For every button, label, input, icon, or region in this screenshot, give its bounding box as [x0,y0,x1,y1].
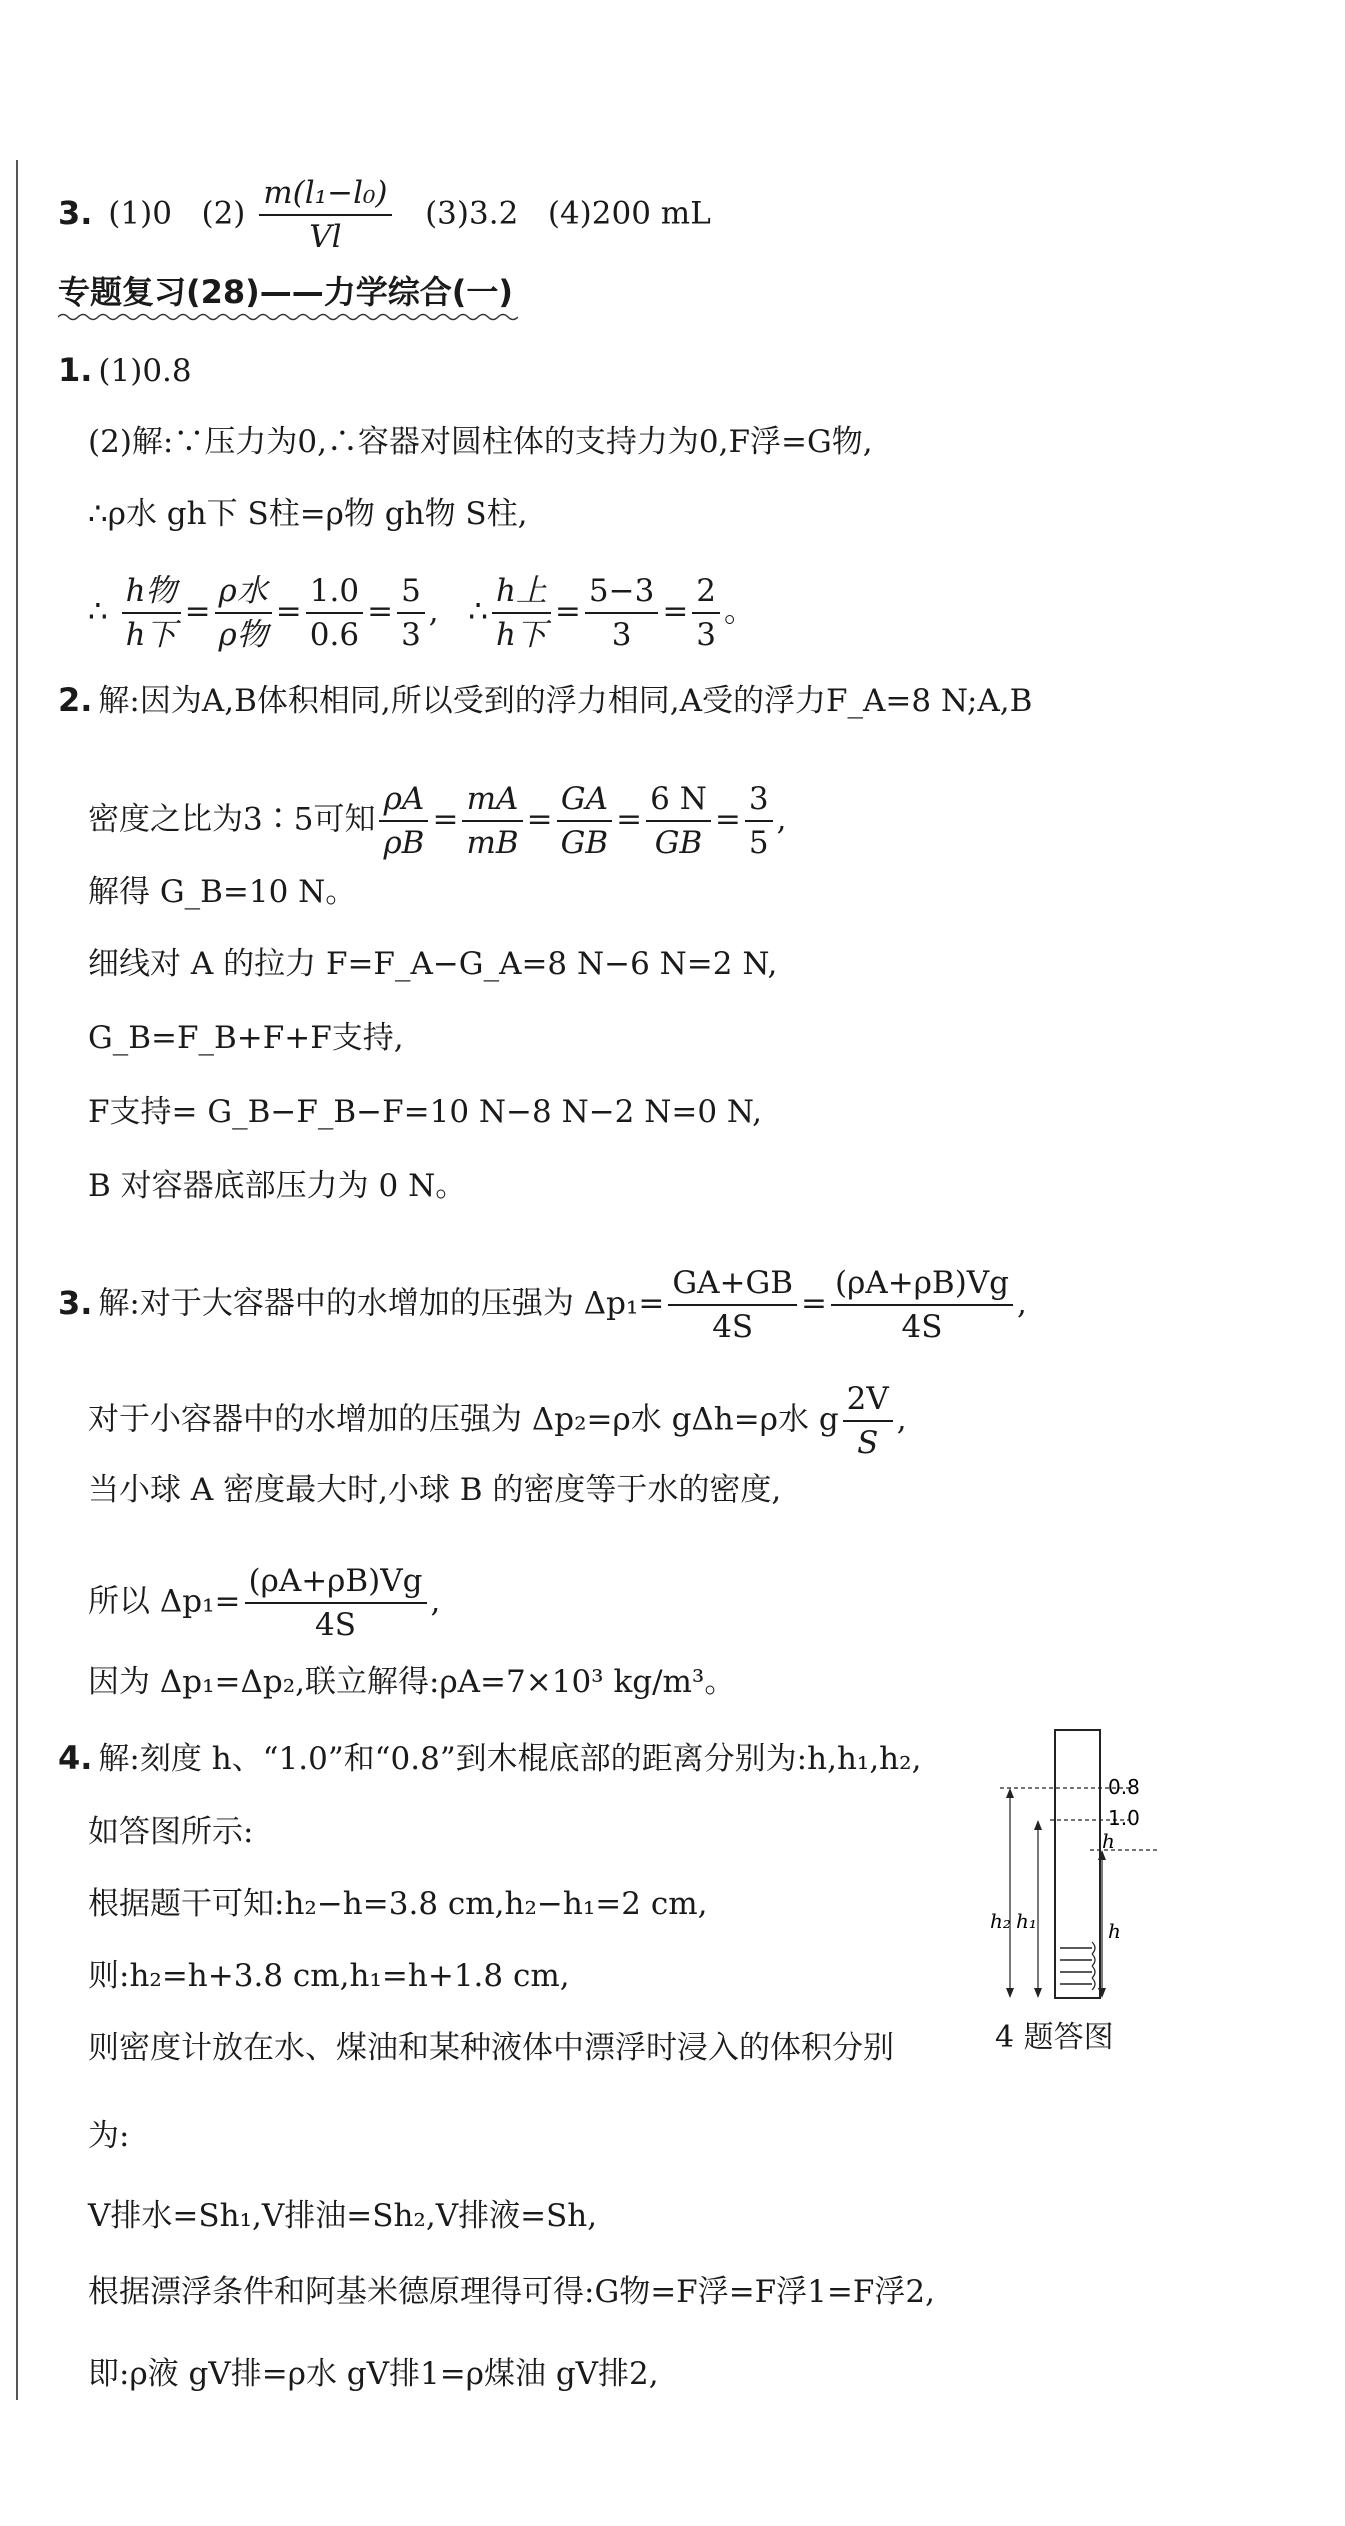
answer-part: (4)200 mL [547,195,711,232]
q2-line-e: G_B=F_B+F+F支持, [88,1020,404,1056]
answer-part: (1)0 [108,195,172,232]
q2-line-b: 密度之比为3∶5可知 $\frac{\rho A}{\rho B}$ = $\frac{mA}{mB}$ = $\frac{GA}{GB}$ = $\frac{6 N}{GB}$ = $\frac{3}{5}$ , [88,778,786,864]
figure-caption: 4 题答图 [995,2020,1114,2055]
q3-line-c: 当小球 A 密度最大时,小球 B 的密度等于水的密度, [88,1472,782,1508]
q3-line-a: 3. 解:对于大容器中的水增加的压强为 Δp₁= $\frac{GA+GB}{4S}$ = $\frac{(\rho A+\rho B)Vg}{4S}$ , [58,1262,1027,1348]
question-number: 3. [58,193,93,232]
q2-line-f: F支持= G_B−F_B−F=10 N−8 N−2 N=0 N, [88,1094,762,1130]
fraction: $\frac{\text{m(l₁−l₀)}}{Vl}$ [259,172,391,258]
section-title: 专题复习(28)——力学综合(一) [58,273,514,311]
q4-line-e: 则密度计放在水、煤油和某种液体中漂浮时浸入的体积分别 [88,2030,894,2066]
q4-line-h: 根据漂浮条件和阿基米德原理得可得:G物=F浮=F浮1=F浮2, [88,2274,935,2310]
q3-line-b: 对于小容器中的水增加的压强为 Δp₂=ρ水 gΔh=ρ水 g $\frac{2V}{S}$ , [88,1378,907,1464]
wavy-underline [58,312,518,322]
answer-part: (3)3.2 [425,195,519,232]
label-h-mark: h [1102,1829,1115,1853]
answer-part: (2) [201,195,246,232]
q4-line-i: 即:ρ液 gV排=ρ水 gV排1=ρ煤油 gV排2, [88,2356,659,2392]
q2-line-a: 2. 解:因为A,B体积相同,所以受到的浮力相同,A受的浮力F_A=8 N;A,B [58,681,1033,719]
margin-line [16,160,18,2400]
q4-line-b: 如答图所示: [88,1814,254,1850]
q1-line-b: (2)解:∵压力为0,∴容器对圆柱体的支持力为0,F浮=G物, [88,424,873,460]
label-h1: h₁ [1016,1909,1037,1933]
q4-line-f: 为: [88,2118,130,2154]
q1-line-a: 1. (1)0.8 [58,351,192,389]
label-h: h [1108,1919,1121,1943]
label-h2: h₂ [990,1909,1011,1933]
q4-line-d: 则:h₂=h+3.8 cm,h₁=h+1.8 cm, [88,1958,570,1994]
q4-line-c: 根据题干可知:h₂−h=3.8 cm,h₂−h₁=2 cm, [88,1886,708,1922]
q3-line-d: 所以 Δp₁= $\frac{(\rho A+\rho B)Vg}{4S}$ , [88,1560,440,1646]
q2-line-g: B 对容器底部压力为 0 N。 [88,1168,467,1204]
q1-line-c: ∴ρ水 gh下 S柱=ρ物 gh物 S柱, [88,496,528,532]
q2-line-c: 解得 G_B=10 N。 [88,874,357,910]
q4-line-a: 4. 解:刻度 h、“1.0”和“0.8”到木棍底部的距离分别为:h,h₁,h₂, [58,1739,922,1777]
prev-q3-line [58,172,711,258]
q1-line-d: ∴ $\frac{\text{h物}}{\text{h下}}$ = $\frac{\text{ρ水}}{\text{ρ物}}$ = $\frac{1.0}{0.6}$ = $\frac{5}{3}$ , ∴ $\frac{\text{h上}}{\text{h下}}$ = $\frac{5-3}{3}$ = $\frac{2}{3}$ 。 [88,570,755,656]
q3-line-e: 因为 Δp₁=Δp₂,联立解得:ρA=7×10³ kg/m³。 [88,1664,736,1700]
label-0.8: 0.8 [1108,1775,1140,1799]
q4-line-g: V排水=Sh₁,V排油=Sh₂,V排液=Sh, [88,2198,598,2234]
q2-line-d: 细线对 A 的拉力 F=F_A−G_A=8 N−6 N=2 N, [88,946,778,982]
label-1.0: 1.0 [1108,1806,1140,1830]
densimeter-figure [990,1728,1190,2058]
